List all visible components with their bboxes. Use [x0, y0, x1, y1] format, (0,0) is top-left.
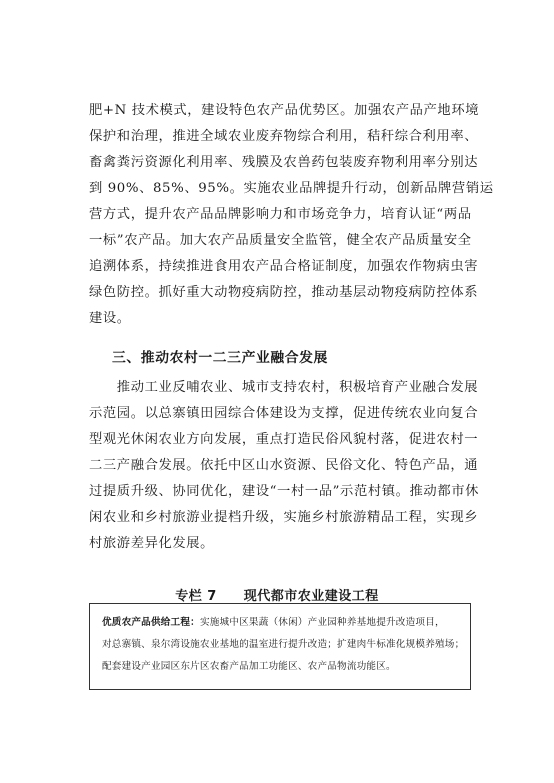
box-line-text: 实施城中区果蔬（休闲）产业园种养基地提升改造项目， [199, 617, 445, 628]
project-box [89, 603, 471, 690]
section-heading: 三、推动农村一二三产业融合发展 [112, 350, 328, 366]
paragraph-industry-integration [89, 375, 480, 557]
text-line: 推动工业反哺农业、城市支持农村，积极培育产业融合发展 [89, 380, 479, 395]
box-line: 配套建设产业园区东片区农畜产品加工功能区、农产品物流功能区。 [102, 661, 396, 672]
text-line: 一标”农产品。加大农产品质量安全监管，健全农产品质量安全 [89, 233, 472, 248]
text-line: 村旅游差异化发展。 [89, 536, 215, 551]
text-line: 闲农业和乡村旅游业提档升级，实施乡村旅游精品工程，实现乡 [89, 510, 479, 525]
text-line: 肥+N 技术模式，建设特色农产品优势区。加强农产品产地环境 [89, 103, 480, 118]
text-line: 二三产融合发展。依托中区山水资源、民俗文化、特色产品，通 [89, 458, 479, 473]
box-line [102, 612, 460, 634]
text-line: 示范园。以总寨镇田园综合体建设为支撑，促进传统农业向复合 [89, 406, 479, 421]
text-line: 到 90%、85%、95%。实施农业品牌提升行动，创新品牌营销运 [89, 181, 494, 196]
text-line: 绿色防控。抓好重大动物疫病防控，推动基层动物疫病防控体系 [89, 285, 479, 300]
paragraph-agri-quality [89, 98, 494, 332]
text-line: 追溯体系，持续推进食用农产品合格证制度，加强农作物病虫害 [89, 259, 479, 274]
text-line: 营方式，提升农产品品牌影响力和市场竞争力，培育认证“两品 [89, 207, 472, 222]
text-line: 型观光休闲农业方向发展，重点打造民俗风貌村落，促进农村一 [89, 432, 479, 447]
box-lead: 优质农产品供给工程： [102, 617, 200, 628]
box-line: 对总寨镇、泉尔湾设施农业基地的温室进行提升改造；扩建肉牛标准化规模养殖场； [102, 639, 465, 650]
text-line: 建设。 [89, 311, 131, 326]
text-line: 保护和治理，推进全域农业废弃物综合利用，秸秆综合利用率、 [89, 129, 479, 144]
box-title: 专栏 7 现代都市农业建设工程 [175, 589, 379, 604]
text-line: 过提质升级、协同优化，建设“一村一品”示范村镇。推动都市休 [89, 484, 480, 499]
text-line: 畜禽粪污资源化利用率、残膜及农兽药包装废弃物利用率分别达 [89, 155, 479, 170]
